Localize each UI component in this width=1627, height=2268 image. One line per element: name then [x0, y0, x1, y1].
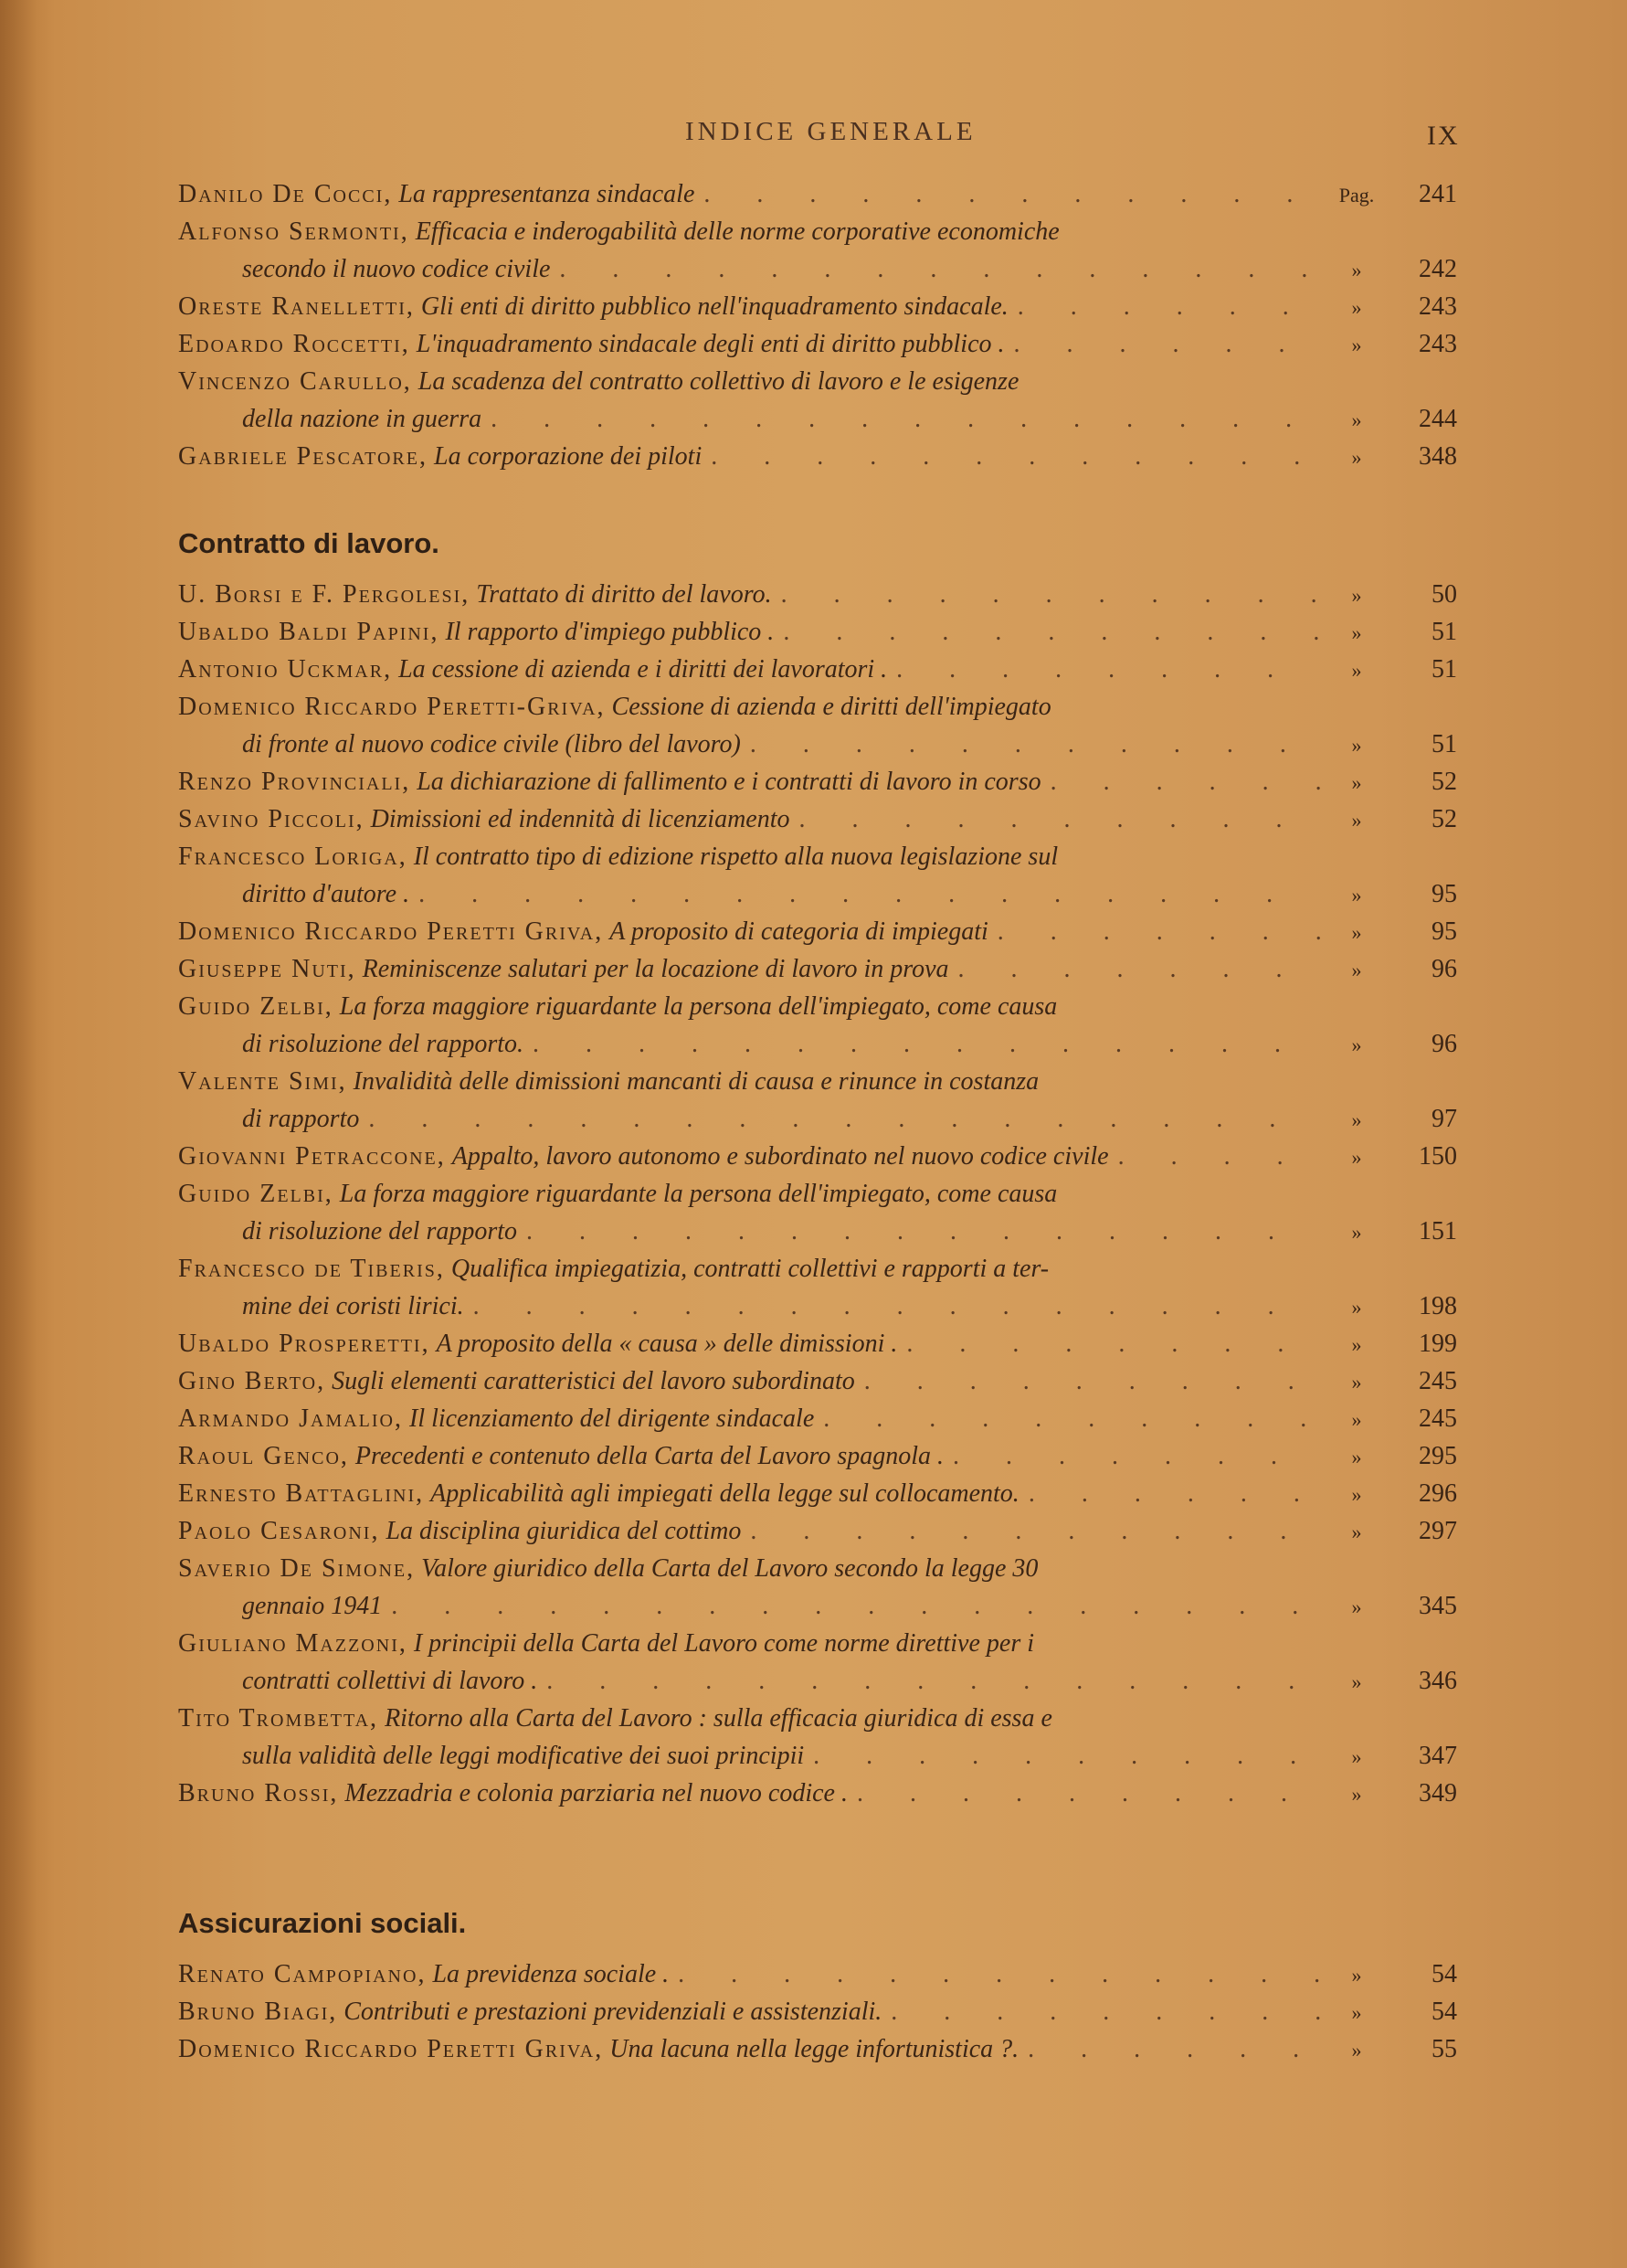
entry-author: Renzo Provinciali,: [178, 768, 411, 796]
ditto-mark: »: [1351, 1745, 1362, 1768]
index-entry[interactable]: [178, 838, 1457, 913]
ditto-mark: »: [1351, 1446, 1362, 1468]
page-number: 96: [1432, 955, 1457, 983]
entry-author: Guido Zelbi,: [178, 992, 333, 1021]
page-number: 345: [1419, 1592, 1457, 1620]
entry-line: [178, 400, 1457, 438]
dot-leader: [711, 438, 1320, 475]
entry-title: di rapporto: [242, 1105, 360, 1133]
dot-leader: [1118, 1138, 1320, 1175]
index-entry[interactable]: [178, 1138, 1457, 1175]
entry-line: [178, 1737, 1457, 1775]
entry-line: [178, 1550, 1457, 1587]
dot-leader: [546, 1662, 1320, 1700]
index-entry[interactable]: [178, 950, 1457, 988]
entry-author: Alfonso Sermonti,: [178, 217, 409, 246]
index-entry[interactable]: [178, 613, 1457, 651]
ditto-mark: »: [1351, 1033, 1362, 1056]
entry-line: [178, 1400, 1457, 1437]
page-number: 242: [1419, 255, 1457, 283]
entry-line: [178, 875, 1457, 913]
entry-line: [178, 1437, 1457, 1475]
entry-title: La scadenza del contratto collettivo di lavoro e le esigenze: [417, 367, 1020, 396]
index-entry[interactable]: [178, 1063, 1457, 1138]
entry-line: [178, 1775, 1457, 1812]
page-number: 51: [1432, 618, 1457, 646]
dot-leader: [368, 1100, 1320, 1138]
ditto-mark: »: [1351, 334, 1362, 356]
entry-line: [178, 988, 1457, 1025]
entry-author: Ubaldo Prosperetti,: [178, 1330, 430, 1358]
entry-author: Bruno Rossi,: [178, 1779, 339, 1807]
entry-title: della nazione in guerra: [242, 405, 482, 433]
entry-author: Domenico Riccardo Peretti Griva,: [178, 917, 604, 946]
ditto-mark: »: [1351, 734, 1362, 757]
entry-author: Gabriele Pescatore,: [178, 442, 428, 471]
index-entry[interactable]: [178, 325, 1457, 363]
entry-title: Reminiscenze salutari per la locazione di lavoro in prova: [362, 955, 949, 983]
section-heading: Contratto di lavoro.: [178, 527, 439, 559]
index-entry[interactable]: [178, 800, 1457, 838]
entry-line: [178, 1475, 1457, 1512]
dot-leader: [391, 1587, 1320, 1625]
entry-line: [178, 1955, 1457, 1993]
entry-title: La disciplina giuridica del cottimo: [386, 1517, 742, 1545]
ditto-mark: »: [1351, 584, 1362, 607]
entry-author: Domenico Riccardo Peretti Griva,: [178, 2035, 604, 2063]
dot-leader: [781, 576, 1320, 613]
entry-line: [178, 2030, 1457, 2068]
entry-author: Savino Piccoli,: [178, 805, 364, 833]
page-number: 52: [1432, 768, 1457, 796]
page-number: 55: [1432, 2035, 1457, 2063]
entry-title: Il contratto tipo di edizione rispetto alla nuova legislazione sul: [413, 843, 1059, 871]
index-entry[interactable]: [178, 2030, 1457, 2068]
page-number: 52: [1432, 805, 1457, 833]
page-number: 349: [1419, 1779, 1457, 1807]
entry-line: [178, 363, 1457, 400]
page-number: 95: [1432, 880, 1457, 908]
page-number: 245: [1419, 1404, 1457, 1433]
entry-author: Paolo Cesaroni,: [178, 1517, 380, 1545]
entry-title: La previdenza sociale .: [432, 1960, 670, 1988]
page-number: 295: [1419, 1442, 1457, 1470]
entry-author: Renato Campopiano,: [178, 1960, 427, 1988]
entry-title: L'inquadramento sindacale degli enti di diritto pubblico .: [416, 330, 1005, 358]
entry-line: [178, 288, 1457, 325]
page-number: 51: [1432, 655, 1457, 684]
entry-line: [178, 726, 1457, 763]
entry-title: La corporazione dei piloti: [434, 442, 703, 471]
entry-title: Contributi e prestazioni previdenziali e assistenziali.: [343, 1998, 882, 2026]
ditto-mark: »: [1351, 1371, 1362, 1394]
ditto-mark: »: [1351, 921, 1362, 944]
page-number: 96: [1432, 1030, 1457, 1058]
index-entry[interactable]: [178, 913, 1457, 950]
page-number: 243: [1419, 292, 1457, 321]
entry-line: [178, 1175, 1457, 1213]
entry-title: sulla validità delle leggi modificative dei suoi principii: [242, 1742, 805, 1770]
entry-line: [178, 438, 1457, 475]
running-header: [0, 117, 1627, 154]
entry-title: La dichiarazione di fallimento e i contratti di lavoro in corso: [417, 768, 1041, 796]
entry-title: Mezzadria e colonia parziaria nel nuovo codice .: [344, 1779, 848, 1807]
entry-line: [178, 1063, 1457, 1100]
page-number: 244: [1419, 405, 1457, 433]
entry-line: [178, 213, 1457, 250]
dot-leader: [750, 726, 1320, 763]
page-number: 198: [1419, 1292, 1457, 1320]
page-number: 150: [1419, 1142, 1457, 1171]
entry-line: [178, 1625, 1457, 1662]
entry-line: [178, 838, 1457, 875]
entry-title: secondo il nuovo codice civile: [242, 255, 551, 283]
dot-leader: [559, 250, 1320, 288]
entry-author: Francesco Loriga,: [178, 843, 407, 871]
ditto-mark: »: [1351, 959, 1362, 981]
section-contratto-di-lavoro: [178, 521, 1457, 1812]
entry-line: [178, 1662, 1457, 1700]
index-entry[interactable]: [178, 1993, 1457, 2030]
dot-leader: [1014, 325, 1320, 363]
dot-leader: [1051, 763, 1320, 800]
ditto-mark: »: [1351, 1408, 1362, 1431]
dot-leader: [799, 800, 1320, 838]
page-number: 245: [1419, 1367, 1457, 1395]
entry-line: [178, 1700, 1457, 1737]
entry-title: Il rapporto d'impiego pubblico .: [445, 618, 775, 646]
page-number: 151: [1419, 1217, 1457, 1245]
entry-title: La forza maggiore riguardante la persona dell'impiegato, come causa: [339, 992, 1058, 1021]
dot-leader: [418, 875, 1320, 913]
dot-leader: [958, 950, 1320, 988]
ditto-mark: »: [1351, 2001, 1362, 2024]
entry-author: Bruno Biagi,: [178, 1998, 338, 2026]
dot-leader: [526, 1213, 1320, 1250]
page-number: 296: [1419, 1479, 1457, 1508]
ditto-mark: »: [1351, 1521, 1362, 1543]
index-entry[interactable]: [178, 438, 1457, 475]
ditto-mark: »: [1351, 1595, 1362, 1618]
ditto-mark: »: [1351, 1483, 1362, 1506]
entry-title: Valore giuridico della Carta del Lavoro secondo la legge 30: [421, 1554, 1039, 1583]
entry-title: Dimissioni ed indennità di licenziamento: [370, 805, 790, 833]
entry-title: Invalidità delle dimissioni mancanti di causa e rinunce in costanza: [353, 1067, 1040, 1096]
entry-author: Ernesto Battaglini,: [178, 1479, 425, 1508]
page-number: 97: [1432, 1105, 1457, 1133]
page-number: 51: [1432, 730, 1457, 758]
ditto-mark: »: [1351, 408, 1362, 431]
ditto-mark: »: [1351, 259, 1362, 281]
section-unions: [178, 175, 1457, 475]
ditto-mark: »: [1351, 884, 1362, 906]
index-entry[interactable]: [178, 1325, 1457, 1362]
page-number: 199: [1419, 1330, 1457, 1358]
entry-line: [178, 950, 1457, 988]
entry-title: Trattato di diritto del lavoro.: [476, 580, 772, 609]
dot-leader: [1028, 2030, 1320, 2068]
entry-title: La forza maggiore riguardante la persona dell'impiegato, come causa: [339, 1180, 1058, 1208]
dot-leader: [783, 613, 1320, 651]
page-number: 95: [1432, 917, 1457, 946]
ditto-mark: »: [1351, 1783, 1362, 1806]
ditto-mark: »: [1351, 1964, 1362, 1987]
entry-title: Qualifica impiegatizia, contratti collettivi e rapporti a ter-: [450, 1255, 1050, 1283]
entry-title: Gli enti di diritto pubblico nell'inquadramento sindacale.: [420, 292, 1009, 321]
index-entry[interactable]: [178, 1512, 1457, 1550]
page-number: 346: [1419, 1667, 1457, 1695]
entry-author: Tito Trombetta,: [178, 1704, 379, 1733]
index-entry[interactable]: [178, 1775, 1457, 1812]
entry-line: [178, 1138, 1457, 1175]
entry-author: Edoardo Roccetti,: [178, 330, 410, 358]
dot-leader: [864, 1362, 1320, 1400]
ditto-mark: »: [1351, 1296, 1362, 1319]
index-entry[interactable]: [178, 175, 1457, 213]
page-number: 50: [1432, 580, 1457, 609]
entry-author: Raoul Genco,: [178, 1442, 349, 1470]
index-entry[interactable]: [178, 651, 1457, 688]
entry-title: Ritorno alla Carta del Lavoro : sulla efficacia giuridica di essa e: [385, 1704, 1052, 1733]
entry-line: [178, 763, 1457, 800]
entry-line: [178, 1250, 1457, 1288]
index-entry[interactable]: [178, 363, 1457, 438]
dot-leader: [953, 1437, 1320, 1475]
dot-leader: [750, 1512, 1320, 1550]
entry-title: contratti collettivi di lavoro .: [242, 1667, 538, 1695]
entry-author: Guido Zelbi,: [178, 1180, 333, 1208]
entry-line: [178, 1100, 1457, 1138]
entry-title: Precedenti e contenuto della Carta del Lavoro spagnola .: [354, 1442, 945, 1470]
entry-line: [178, 576, 1457, 613]
entry-line: [178, 651, 1457, 688]
dot-leader: [896, 651, 1320, 688]
entry-author: Domenico Riccardo Peretti-Griva,: [178, 693, 606, 721]
dot-leader: [678, 1955, 1320, 1993]
dot-leader: [998, 913, 1320, 950]
ditto-mark: »: [1351, 809, 1362, 832]
index-entry[interactable]: [178, 1700, 1457, 1775]
entry-line: [178, 175, 1457, 213]
entry-title: mine dei coristi lirici.: [242, 1292, 464, 1320]
entry-author: Vincenzo Carullo,: [178, 367, 412, 396]
entry-author: Gino Berto,: [178, 1367, 326, 1395]
dot-leader: [473, 1288, 1320, 1325]
ditto-mark: »: [1351, 771, 1362, 794]
index-entry[interactable]: [178, 1625, 1457, 1700]
ditto-mark: »: [1351, 1146, 1362, 1169]
entry-title: diritto d'autore .: [242, 880, 410, 908]
index-entry[interactable]: [178, 213, 1457, 288]
ditto-mark: »: [1351, 296, 1362, 319]
entry-author: Francesco de Tiberis,: [178, 1255, 445, 1283]
ditto-mark: »: [1351, 1221, 1362, 1244]
entry-author: Saverio De Simone,: [178, 1554, 416, 1583]
entry-author: Antonio Uckmar,: [178, 655, 393, 684]
index-entry[interactable]: [178, 1362, 1457, 1400]
index-entry[interactable]: [178, 1437, 1457, 1475]
index-entry[interactable]: [178, 688, 1457, 763]
entry-line: [178, 1362, 1457, 1400]
entry-title: Sugli elementi caratteristici del lavoro subordinato: [332, 1367, 855, 1395]
section-heading: Assicurazioni sociali.: [178, 1907, 467, 1939]
index-entry[interactable]: [178, 1550, 1457, 1625]
ditto-mark: »: [1351, 1670, 1362, 1693]
dot-leader: [813, 1737, 1320, 1775]
ditto-mark: »: [1351, 2039, 1362, 2061]
entry-author: Giuliano Mazzoni,: [178, 1629, 407, 1658]
entry-line: [178, 913, 1457, 950]
page-number: 54: [1432, 1998, 1457, 2026]
entry-line: [178, 325, 1457, 363]
entry-author: Oreste Ranelletti,: [178, 292, 415, 321]
entry-title: Cessione di azienda e diritti dell'impiegato: [611, 693, 1051, 721]
dot-leader: [703, 175, 1320, 213]
index-entry[interactable]: [178, 1955, 1457, 1993]
page-number: 297: [1419, 1517, 1457, 1545]
entry-line: [178, 800, 1457, 838]
entry-line: [178, 250, 1457, 288]
section-assicurazioni-sociali: [178, 1901, 1457, 2068]
entry-title: di fronte al nuovo codice civile (libro del lavoro): [242, 730, 741, 758]
entry-author: Giuseppe Nuti,: [178, 955, 356, 983]
page-number: 243: [1419, 330, 1457, 358]
entry-title: di risoluzione del rapporto.: [242, 1030, 524, 1058]
entry-title: La rappresentanza sindacale: [398, 180, 695, 208]
entry-title: La cessione di azienda e i diritti dei lavoratori .: [398, 655, 888, 684]
entry-line: [178, 1325, 1457, 1362]
entry-title: I principii della Carta del Lavoro come norme direttive per i: [413, 1629, 1035, 1658]
entry-author: U. Borsi e F. Pergolesi,: [178, 580, 470, 609]
page-folio: IX: [1427, 121, 1460, 151]
entry-author: Armando Jamalio,: [178, 1404, 404, 1433]
index-entry[interactable]: [178, 763, 1457, 800]
entry-title: Una lacuna nella legge infortunistica ?.: [609, 2035, 1020, 2063]
dot-leader: [533, 1025, 1320, 1063]
ditto-mark: »: [1351, 621, 1362, 644]
dot-leader: [1029, 1475, 1320, 1512]
ditto-mark: »: [1351, 1108, 1362, 1131]
dot-leader: [906, 1325, 1320, 1362]
index-entry[interactable]: [178, 988, 1457, 1063]
dot-leader: [857, 1775, 1320, 1812]
entry-title: A proposito di categoria di impiegati: [609, 917, 988, 946]
entry-author: Danilo De Cocci,: [178, 180, 393, 208]
entry-line: [178, 1213, 1457, 1250]
entry-title: Il licenziamento del dirigente sindacale: [409, 1404, 815, 1433]
entry-line: [178, 1288, 1457, 1325]
ditto-mark: »: [1351, 659, 1362, 682]
entry-title: Efficacia e inderogabilità delle norme corporative economiche: [415, 217, 1060, 246]
dot-leader: [491, 400, 1320, 438]
index-entry[interactable]: [178, 288, 1457, 325]
index-entry[interactable]: [178, 1250, 1457, 1325]
page-number: 348: [1419, 442, 1457, 471]
entry-title: Applicabilità agli impiegati della legge sul collocamento.: [430, 1479, 1020, 1508]
entry-author: Valente Simi,: [178, 1067, 347, 1096]
entry-title: A proposito della « causa » delle dimissioni .: [436, 1330, 898, 1358]
index-entry[interactable]: [178, 1175, 1457, 1250]
entry-author: Giovanni Petraccone,: [178, 1142, 446, 1171]
entry-line: [178, 1025, 1457, 1063]
ditto-mark: »: [1351, 446, 1362, 469]
page-number: 54: [1432, 1960, 1457, 1988]
entry-line: [178, 1993, 1457, 2030]
entry-author: Ubaldo Baldi Papini,: [178, 618, 439, 646]
entry-line: [178, 688, 1457, 726]
entry-line: [178, 613, 1457, 651]
running-title: INDICE GENERALE: [685, 117, 977, 146]
entry-line: [178, 1512, 1457, 1550]
ditto-mark: »: [1351, 1333, 1362, 1356]
ditto-mark: Pag.: [1338, 184, 1375, 207]
index-entry[interactable]: [178, 1475, 1457, 1512]
page-number: 347: [1419, 1742, 1457, 1770]
entry-title: di risoluzione del rapporto: [242, 1217, 518, 1245]
page-number: 241: [1419, 180, 1457, 208]
dot-leader: [1018, 288, 1320, 325]
index-entry[interactable]: [178, 576, 1457, 613]
dot-leader: [823, 1400, 1320, 1437]
index-entry[interactable]: [178, 1400, 1457, 1437]
dot-leader: [891, 1993, 1320, 2030]
entry-title: gennaio 1941: [242, 1592, 383, 1620]
entry-line: [178, 1587, 1457, 1625]
entry-title: Appalto, lavoro autonomo e subordinato nel nuovo codice civile: [451, 1142, 1109, 1171]
